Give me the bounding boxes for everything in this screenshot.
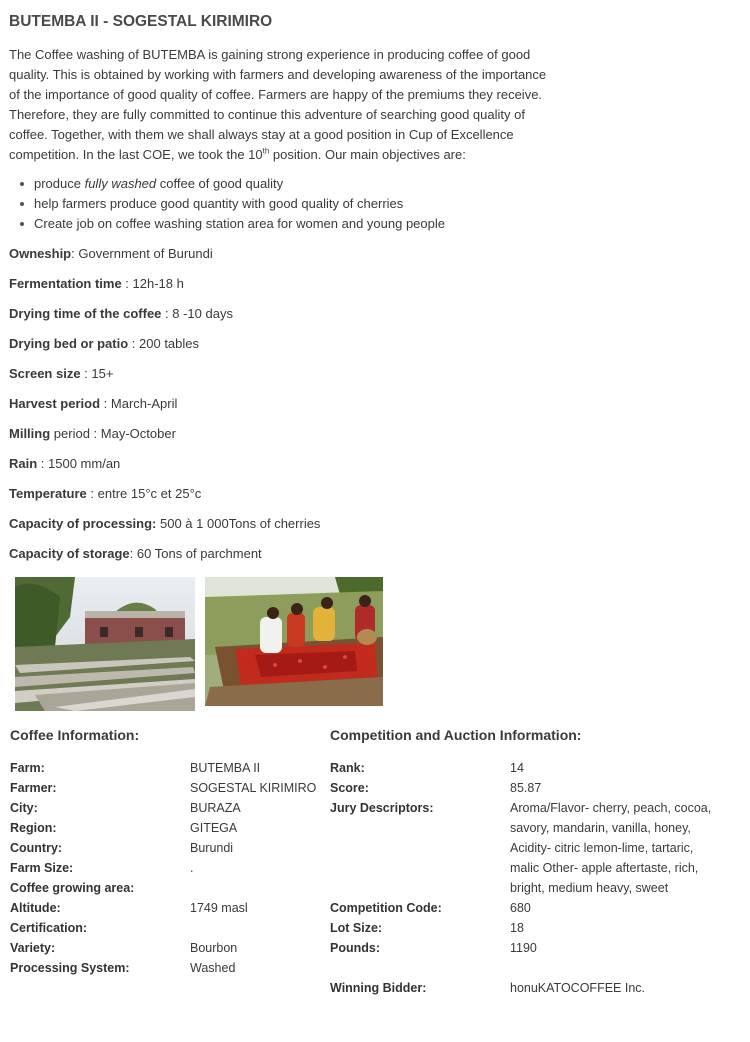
fact-label: Drying time of the coffee [9,306,162,321]
fact-separator: : [129,546,137,561]
coffee-information-table [10,758,320,978]
table-row [330,798,720,898]
fact-value: March-April [110,396,178,411]
table-row [330,918,720,938]
row-label: Farm Size: [10,861,74,875]
row-label: Country: [10,841,63,855]
row-value [190,878,320,898]
objective-text: help farmers produce good quantity with good quality of cherries [34,196,404,211]
row-label: Coffee growing area: [10,881,135,895]
row-value: 1190 [510,941,537,955]
competition-information-table [330,758,720,998]
row-value [510,958,720,978]
row-value: Burundi [190,841,234,855]
fact-value: 15+ [91,366,114,381]
fact-value: 500 à 1 000Tons of cherries [160,516,321,531]
row-value: honuKATOCOFFEE Inc. [510,981,646,995]
objective-text: produce [34,176,85,191]
row-value: 1749 masl [190,901,248,915]
fact-ownership [9,244,320,274]
fact-label: Milling [9,426,51,441]
fact-temperature [9,484,320,514]
intro-superscript: th [262,146,270,156]
objective-item [9,194,445,214]
row-label: Processing System: [10,961,130,975]
fact-separator: : [71,246,79,261]
table-row [10,938,320,958]
fact-separator: : [100,396,111,411]
row-label [330,958,510,978]
table-row [10,758,320,778]
row-label: Altitude: [10,901,61,915]
fact-label: Screen size [9,366,81,381]
fact-capacity-storage [9,544,320,574]
intro-paragraph [9,45,554,165]
table-row [10,878,320,898]
fact-milling-period [9,424,320,454]
row-label: Farmer: [10,781,57,795]
fact-drying-bed [9,334,320,364]
fact-value: 60 Tons of parchment [136,546,262,561]
coffee-information-heading: Coffee Information: [10,727,140,743]
row-value: BURAZA [190,801,241,815]
facts-list [9,244,320,574]
fact-value: 8 -10 days [172,306,233,321]
washing-station-photo [15,577,195,711]
table-row [330,938,720,958]
table-row [10,898,320,918]
page-title: BUTEMBA II - SOGESTAL KIRIMIRO [9,13,273,30]
row-value: BUTEMBA II [190,761,261,775]
row-value: 85.87 [510,781,542,795]
row-label: Farm: [10,761,45,775]
table-row [10,778,320,798]
fact-separator: period : [50,426,101,441]
table-row [10,818,320,838]
row-label: Region: [10,821,57,835]
fact-harvest-period [9,394,320,424]
fact-separator: : [161,306,173,321]
objectives-list [9,174,445,234]
fact-label: Fermentation time [9,276,122,291]
objective-emphasis: fully washed [84,176,157,191]
row-label: City: [10,801,38,815]
fact-value: 1500 mm/an [48,456,121,471]
fact-label: Rain [9,456,38,471]
table-row [330,898,720,918]
fact-separator: : [121,276,133,291]
row-label: Lot Size: [330,921,383,935]
fact-value: May-October [100,426,176,441]
table-row [10,958,320,978]
intro-text: The Coffee washing of BUTEMBA is gaining strong experience in producing coffee of good quality. This is obtained by working with farmers and developing awareness of the importance of the importance of good quality of coffee. Farmers are happy of the premiums they receive. Therefore, they are fully committed to continue this adventure of searching good quality of coffee. Together, with them we shall always stay at a good position in Cup of Excellence competition. In the last COE, we took the 10 [9,47,547,162]
fact-screen-size [9,364,320,394]
fact-fermentation-time [9,274,320,304]
fact-label: Capacity of storage [9,546,130,561]
row-value [190,918,320,938]
fact-label: Drying bed or patio [9,336,129,351]
row-label: Competition Code: [330,901,442,915]
row-label: Jury Descriptors: [330,801,434,815]
objective-item [9,174,445,194]
table-row [10,798,320,818]
row-value: Washed [190,961,236,975]
fact-rain [9,454,320,484]
row-value: Aroma/Flavor- cherry, peach, cocoa, savory, mandarin, vanilla, honey, Acidity- citric lemon-lime, tartaric, malic Other- apple aftertaste, rich, bright, medium heavy, sweet [510,801,712,895]
table-row [330,958,720,978]
fact-label: Harvest period [9,396,101,411]
fact-separator: : [86,486,98,501]
intro-text-end: position. Our main objectives are: [269,147,466,162]
row-value: 18 [510,921,524,935]
table-row [10,918,320,938]
fact-separator: : [128,336,140,351]
fact-value: 200 tables [139,336,200,351]
cherry-sorting-photo [205,577,383,706]
fact-separator: : [80,366,92,381]
table-row [330,978,720,998]
row-value: . [190,861,194,875]
table-row [10,838,320,858]
objective-text: coffee of good quality [156,176,284,191]
competition-information-heading: Competition and Auction Information: [330,727,582,743]
fact-drying-time [9,304,320,334]
row-value: 14 [510,761,524,775]
fact-label: Temperature [9,486,87,501]
fact-label: Owneship [9,246,72,261]
row-value: Bourbon [190,941,238,955]
table-row [330,778,720,798]
row-value: SOGESTAL KIRIMIRO [190,781,317,795]
fact-separator: : [37,456,49,471]
row-label: Variety: [10,941,56,955]
fact-label: Capacity of processing: [9,516,157,531]
row-label: Winning Bidder: [330,981,427,995]
row-label: Certification: [10,921,88,935]
fact-value: entre 15°c et 25°c [97,486,202,501]
row-label: Pounds: [330,941,380,955]
objective-item [9,214,445,234]
row-value: 680 [510,901,531,915]
fact-value: 12h-18 h [132,276,184,291]
table-row [10,858,320,878]
objective-text: Create job on coffee washing station area for women and young people [34,216,445,231]
table-row [330,758,720,778]
row-label: Rank: [330,761,365,775]
fact-capacity-processing [9,514,320,544]
row-label: Score: [330,781,369,795]
row-value: GITEGA [190,821,238,835]
fact-value: Government of Burundi [78,246,213,261]
